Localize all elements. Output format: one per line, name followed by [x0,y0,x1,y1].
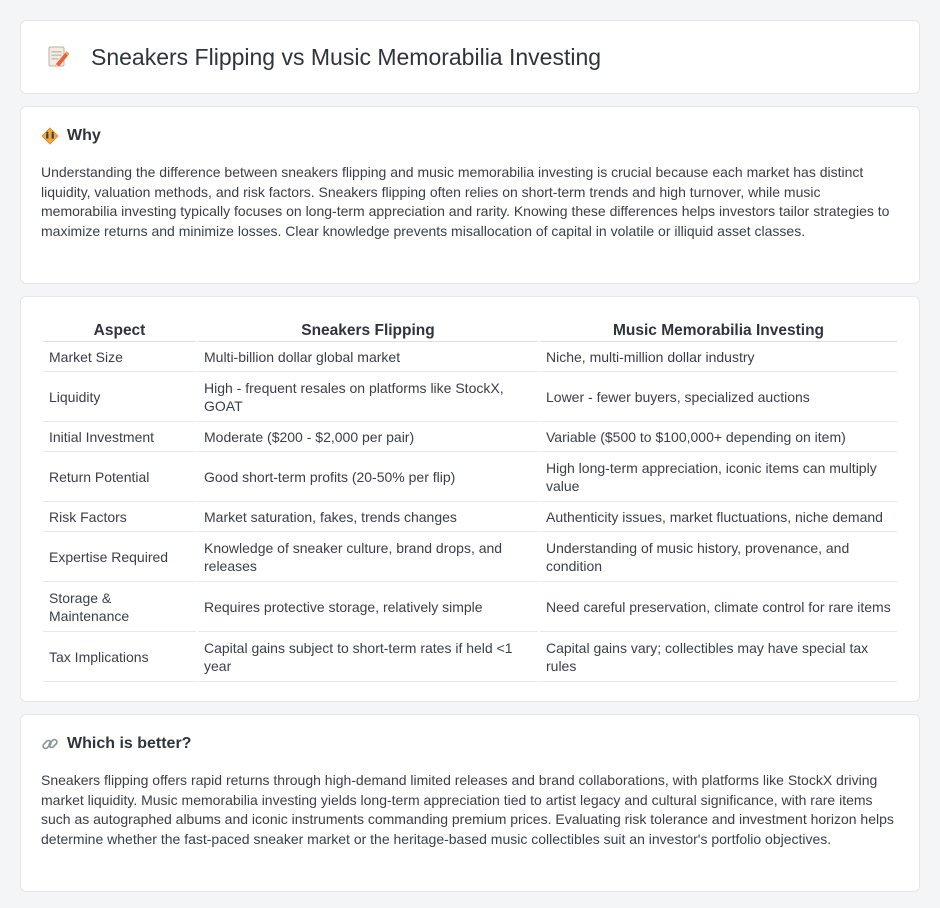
comparison-card [20,296,920,702]
table-row [43,452,897,502]
table-row [43,372,897,422]
cell-aspect: Return Potential [43,452,196,502]
table-header-row [43,319,897,342]
cell-memorabilia: Niche, multi-million dollar industry [540,342,897,372]
comparison-table [41,319,899,682]
cell-memorabilia: Variable ($500 to $100,000+ depending on item) [540,422,897,452]
cell-memorabilia: Capital gains vary; collectibles may have special tax rules [540,632,897,682]
cell-aspect: Storage & Maintenance [43,582,196,632]
page-title: Sneakers Flipping vs Music Memorabilia Investing [91,43,602,70]
why-title: Why [67,127,101,144]
cell-sneakers: Good short-term profits (20-50% per flip) [198,452,538,502]
why-text: Understanding the difference between sneakers flipping and music memorabilia investing is crucial because each market has distinct liquidity, valuation methods, and risk factors. Sneakers flipping often relies on short-term trends and high turnover, while music memorabilia investing typically focuses on long-term appreciation and rarity. Knowing these differences helps investors tailor strategies to maximize returns and minimize losses. Clear knowledge prevents misallocation of capital in volatile or illiquid asset classes. [41,164,890,239]
cell-aspect: Market Size [43,342,196,372]
better-text: Sneakers flipping offers rapid returns through high-demand limited releases and brand collaborations, with platforms like StockX driving market liquidity. Music memorabilia investing yields long-term appreciation tied to artist legacy and cultural significance, with rare items such as autographed albums and iconic instruments commanding premium prices. Evaluating risk tolerance and investment horizon helps determine whether the fast-paced sneaker market or the heritage-based music collectibles suit an investor's portfolio objectives. [41,772,894,847]
table-row [43,502,897,532]
cell-sneakers: Requires protective storage, relatively simple [198,582,538,632]
diamond-signs-icon [41,127,59,145]
document-pencil-icon [45,44,71,70]
column-header-memorabilia: Music Memorabilia Investing [540,319,897,342]
why-header [41,127,899,145]
why-section [20,106,920,284]
cell-sneakers: High - frequent resales on platforms like StockX, GOAT [198,372,538,422]
table-row [43,632,897,682]
which-is-better-section [20,714,920,892]
cell-memorabilia: Authenticity issues, market fluctuations, niche demand [540,502,897,532]
cell-sneakers: Moderate ($200 - $2,000 per pair) [198,422,538,452]
cell-sneakers: Knowledge of sneaker culture, brand drops, and releases [198,532,538,582]
link-icon [41,735,59,753]
table-row [43,422,897,452]
better-title: Which is better? [67,735,192,752]
cell-memorabilia: High long-term appreciation, iconic items can multiply value [540,452,897,502]
column-header-sneakers: Sneakers Flipping [198,319,538,342]
cell-aspect: Tax Implications [43,632,196,682]
table-row [43,582,897,632]
title-card [20,20,920,94]
better-header [41,735,899,753]
table-row [43,532,897,582]
column-header-aspect: Aspect [43,319,196,342]
cell-sneakers: Multi-billion dollar global market [198,342,538,372]
cell-memorabilia: Lower - fewer buyers, specialized auctions [540,372,897,422]
cell-memorabilia: Need careful preservation, climate control for rare items [540,582,897,632]
cell-aspect: Risk Factors [43,502,196,532]
cell-memorabilia: Understanding of music history, provenance, and condition [540,532,897,582]
table-row [43,342,897,372]
cell-aspect: Liquidity [43,372,196,422]
cell-sneakers: Capital gains subject to short-term rates if held <1 year [198,632,538,682]
cell-aspect: Expertise Required [43,532,196,582]
cell-aspect: Initial Investment [43,422,196,452]
cell-sneakers: Market saturation, fakes, trends changes [198,502,538,532]
